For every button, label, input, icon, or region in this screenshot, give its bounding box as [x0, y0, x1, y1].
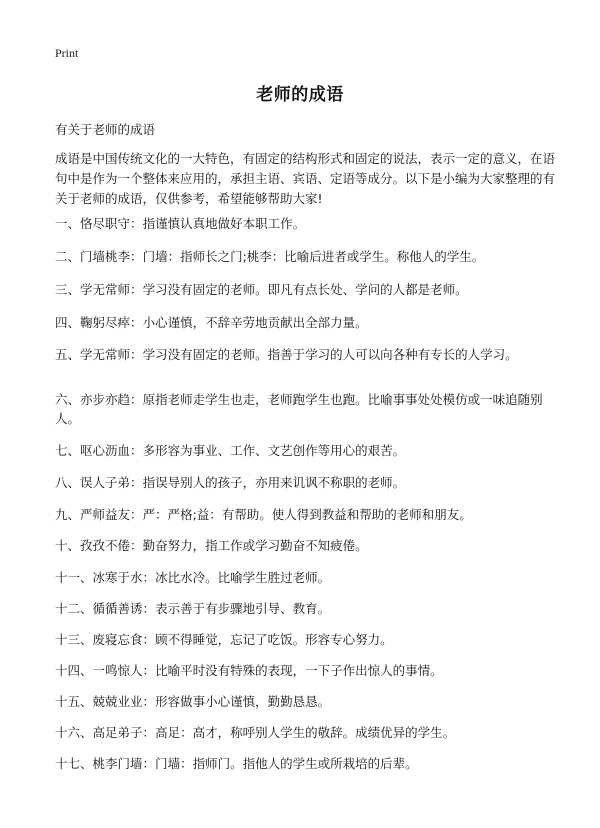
idiom-number: 十四 — [55, 663, 81, 678]
idiom-definition: 勤奋努力，指工作或学习勤奋不知疲倦。 — [142, 538, 368, 553]
idiom-word: 恪尽职守 — [80, 216, 131, 231]
idiom-number: 十 — [55, 538, 68, 553]
idiom-number: 七 — [55, 443, 68, 458]
idiom-definition: 原指老师走学生也走，老师跑学生也跑。比喻事事处处模仿或一味追随别人。 — [55, 392, 543, 426]
idiom-word: 学无常师 — [80, 347, 131, 362]
idiom-word: 严师益友 — [80, 507, 131, 522]
intro-paragraph: 成语是中国传统文化的一大特色，有固定的结构形式和固定的说法，表示一定的意义，在语句中是作为一个整体来应用的，承担主语、宾语、定语等成分。以下是小编为大家整理的有关于老师的成语，仅供参考，希望能够帮助大家! — [55, 151, 556, 206]
idiom-word: 冰寒于水 — [92, 570, 143, 585]
idiom-item: 五、学无常师：学习没有固定的老师。指善于学习的人可以向各种有专长的人学习。 — [55, 347, 518, 362]
idiom-word: 亦步亦趋 — [80, 392, 131, 407]
idiom-definition: 表示善于有步骤地引导、教育。 — [155, 601, 331, 616]
idiom-number: 一 — [55, 216, 68, 231]
idiom-word: 兢兢业业 — [92, 694, 143, 709]
idiom-item: 十三、废寝忘食：顾不得睡觉，忘记了吃饭。形容专心努力。 — [55, 632, 393, 647]
idiom-definition: 门墙：指师门。指他人的学生或所栽培的后辈。 — [155, 756, 418, 771]
idiom-definition: 学习没有固定的老师。指善于学习的人可以向各种有专长的人学习。 — [142, 347, 518, 362]
idiom-word: 循循善诱 — [92, 601, 143, 616]
idiom-word: 高足弟子 — [92, 725, 143, 740]
idiom-item: 十一、冰寒于水：冰比水冷。比喻学生胜过老师。 — [55, 570, 331, 585]
idiom-number: 九 — [55, 507, 68, 522]
idiom-word: 鞠躬尽瘁 — [80, 315, 131, 330]
idiom-number: 四 — [55, 315, 68, 330]
idiom-word: 误人子弟 — [80, 475, 131, 490]
idiom-definition: 学习没有固定的老师。即凡有点长处、学问的人都是老师。 — [142, 282, 468, 297]
idiom-definition: 形容做事小心谨慎，勤勤恳恳。 — [155, 694, 331, 709]
idiom-item: 六、亦步亦趋：原指老师走学生也走，老师跑学生也跑。比喻事事处处模仿或一味追随别人。 — [55, 392, 543, 426]
idiom-definition: 严：严格;益：有帮助。使人得到教益和帮助的老师和朋友。 — [142, 507, 472, 522]
idiom-definition: 门墙：指师长之门;桃李：比喻后进者或学生。称他人的学生。 — [142, 249, 485, 264]
idiom-word: 学无常师 — [80, 282, 131, 297]
idiom-word: 孜孜不倦 — [80, 538, 131, 553]
idiom-word: 废寝忘食 — [92, 632, 143, 647]
idiom-word: 门墙桃李 — [80, 249, 131, 264]
idiom-item: 十二、循循善诱：表示善于有步骤地引导、教育。 — [55, 601, 331, 616]
idiom-number: 十七 — [55, 756, 81, 771]
idiom-item: 十五、兢兢业业：形容做事小心谨慎，勤勤恳恳。 — [55, 694, 331, 709]
idiom-item: 七、呕心沥血：多形容为事业、工作、文艺创作等用心的艰苦。 — [55, 443, 406, 458]
idiom-word: 一鸣惊人 — [92, 663, 143, 678]
idiom-item: 十六、高足弟子：高足：高才，称呼别人学生的敬辞。成绩优异的学生。 — [55, 725, 456, 740]
idiom-definition: 冰比水冷。比喻学生胜过老师。 — [155, 570, 331, 585]
idiom-definition: 多形容为事业、工作、文艺创作等用心的艰苦。 — [142, 443, 406, 458]
idiom-definition: 比喻平时没有特殊的表现，一下子作出惊人的事情。 — [155, 663, 443, 678]
idiom-definition: 小心谨慎，不辞辛劳地贡献出全部力量。 — [142, 315, 368, 330]
idiom-item: 二、门墙桃李：门墙：指师长之门;桃李：比喻后进者或学生。称他人的学生。 — [55, 249, 485, 264]
idiom-number: 二 — [55, 249, 68, 264]
idiom-definition: 高足：高才，称呼别人学生的敬辞。成绩优异的学生。 — [155, 725, 456, 740]
idiom-number: 三 — [55, 282, 68, 297]
page-title: 老师的成语 — [256, 85, 344, 105]
idiom-number: 十二 — [55, 601, 81, 616]
idiom-item: 三、学无常师：学习没有固定的老师。即凡有点长处、学问的人都是老师。 — [55, 282, 468, 297]
idiom-number: 六 — [55, 392, 68, 407]
idiom-item: 八、误人子弟：指误导别人的孩子，亦用来讥讽不称职的老师。 — [55, 475, 406, 490]
idiom-number: 十五 — [55, 694, 81, 709]
idiom-item: 十、孜孜不倦：勤奋努力，指工作或学习勤奋不知疲倦。 — [55, 538, 368, 553]
idiom-word: 桃李门墙 — [92, 756, 143, 771]
print-link[interactable]: Print — [55, 46, 79, 60]
idiom-number: 十三 — [55, 632, 81, 647]
idiom-item: 一、恪尽职守：指谨慎认真地做好本职工作。 — [55, 216, 306, 231]
idiom-number: 十一 — [55, 570, 81, 585]
idiom-number: 五 — [55, 347, 68, 362]
idiom-item: 十七、桃李门墙：门墙：指师门。指他人的学生或所栽培的后辈。 — [55, 756, 418, 771]
idiom-item: 九、严师益友：严：严格;益：有帮助。使人得到教益和帮助的老师和朋友。 — [55, 507, 472, 522]
idiom-number: 八 — [55, 475, 68, 490]
idiom-definition: 指误导别人的孩子，亦用来讥讽不称职的老师。 — [142, 475, 406, 490]
subtitle: 有关于老师的成语 — [55, 122, 156, 137]
idiom-item: 四、鞠躬尽瘁：小心谨慎，不辞辛劳地贡献出全部力量。 — [55, 315, 368, 330]
idiom-number: 十六 — [55, 725, 81, 740]
idiom-definition: 指谨慎认真地做好本职工作。 — [142, 216, 306, 231]
idiom-item: 十四、一鸣惊人：比喻平时没有特殊的表现，一下子作出惊人的事情。 — [55, 663, 443, 678]
idiom-definition: 顾不得睡觉，忘记了吃饭。形容专心努力。 — [155, 632, 393, 647]
idiom-word: 呕心沥血 — [80, 443, 131, 458]
